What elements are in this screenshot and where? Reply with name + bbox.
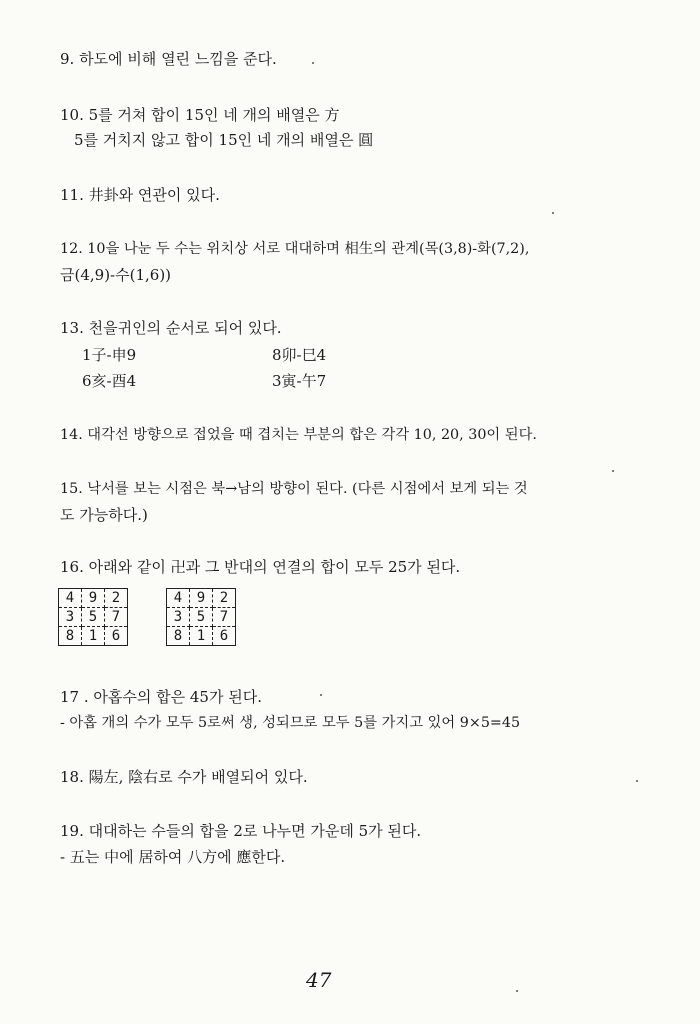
item-17-line2: - 아홉 개의 수가 모두 5로써 생, 성되므로 모두 5를 가지고 있어 9×5=45	[60, 715, 521, 731]
grid-cell: 7	[105, 608, 128, 627]
grid-cell: 9	[190, 589, 213, 608]
grid-cell: 3	[167, 608, 190, 627]
item-18: 18. 陽左, 陰右로 수가 배열되어 있다.	[60, 768, 308, 786]
item-19-line2: - 五는 中에 居하여 八方에 應한다.	[60, 848, 286, 866]
grid-cell: 4	[59, 589, 82, 608]
magic-square-right	[166, 588, 236, 646]
page-number: 47	[306, 968, 332, 992]
item-12-line2: 금(4,9)-수(1,6))	[60, 266, 172, 284]
item-19-line1: 19. 대대하는 수들의 합을 2로 나누면 가운데 5가 된다.	[60, 822, 422, 840]
scan-speck	[636, 780, 638, 782]
item-15-line2: 도 가능하다.)	[60, 506, 148, 524]
scan-speck	[312, 62, 314, 64]
grid-cell: 5	[190, 608, 213, 627]
item-13-pair-2: 8卯-巳4	[272, 346, 327, 364]
item-15-line1: 15. 낙서를 보는 시점은 북→남의 방향이 된다. (다른 시점에서 보게 되는 것	[60, 481, 528, 497]
grid-cell: 5	[82, 608, 105, 627]
grid-cell: 7	[213, 608, 236, 627]
grid-cell: 8	[59, 627, 82, 646]
grid-cell: 3	[59, 608, 82, 627]
scan-speck	[552, 212, 554, 214]
grid-cell: 8	[167, 627, 190, 646]
item-17-line1: 17 . 아홉수의 합은 45가 된다.	[60, 688, 262, 706]
item-12-line1: 12. 10을 나눈 두 수는 위치상 서로 대대하며 相生의 관계(목(3,8)-화(7,2),	[60, 241, 530, 257]
grid-cell: 6	[105, 627, 128, 646]
item-16: 16. 아래와 같이 卍과 그 반대의 연결의 합이 모두 25가 된다.	[60, 558, 461, 576]
item-11: 11. 井卦와 연관이 있다.	[60, 186, 220, 204]
item-13-pair-3: 6亥-酉4	[82, 372, 137, 390]
scan-speck	[612, 470, 614, 472]
item-10-line1: 10. 5를 거쳐 합이 15인 네 개의 배열은 方	[60, 106, 340, 124]
item-10-line2: 5를 거치지 않고 합이 15인 네 개의 배열은 圓	[74, 131, 374, 149]
item-13-pair-4: 3寅-午7	[272, 372, 327, 390]
grid-cell: 6	[213, 627, 236, 646]
grid-cell: 9	[82, 589, 105, 608]
grid-cell: 2	[213, 589, 236, 608]
item-13-pair-1: 1子-申9	[82, 346, 137, 364]
grid-cell: 1	[82, 627, 105, 646]
item-13: 13. 천을귀인의 순서로 되어 있다.	[60, 319, 282, 337]
item-9: 9. 하도에 비해 열린 느낌을 준다.	[60, 50, 277, 68]
scan-speck	[320, 694, 322, 696]
grid-cell: 1	[190, 627, 213, 646]
scan-speck	[516, 990, 518, 992]
grid-cell: 4	[167, 589, 190, 608]
grid-cell: 2	[105, 589, 128, 608]
magic-square-left	[58, 588, 128, 646]
item-14: 14. 대각선 방향으로 접었을 때 겹치는 부분의 합은 각각 10, 20, 30이 된다.	[60, 427, 537, 443]
